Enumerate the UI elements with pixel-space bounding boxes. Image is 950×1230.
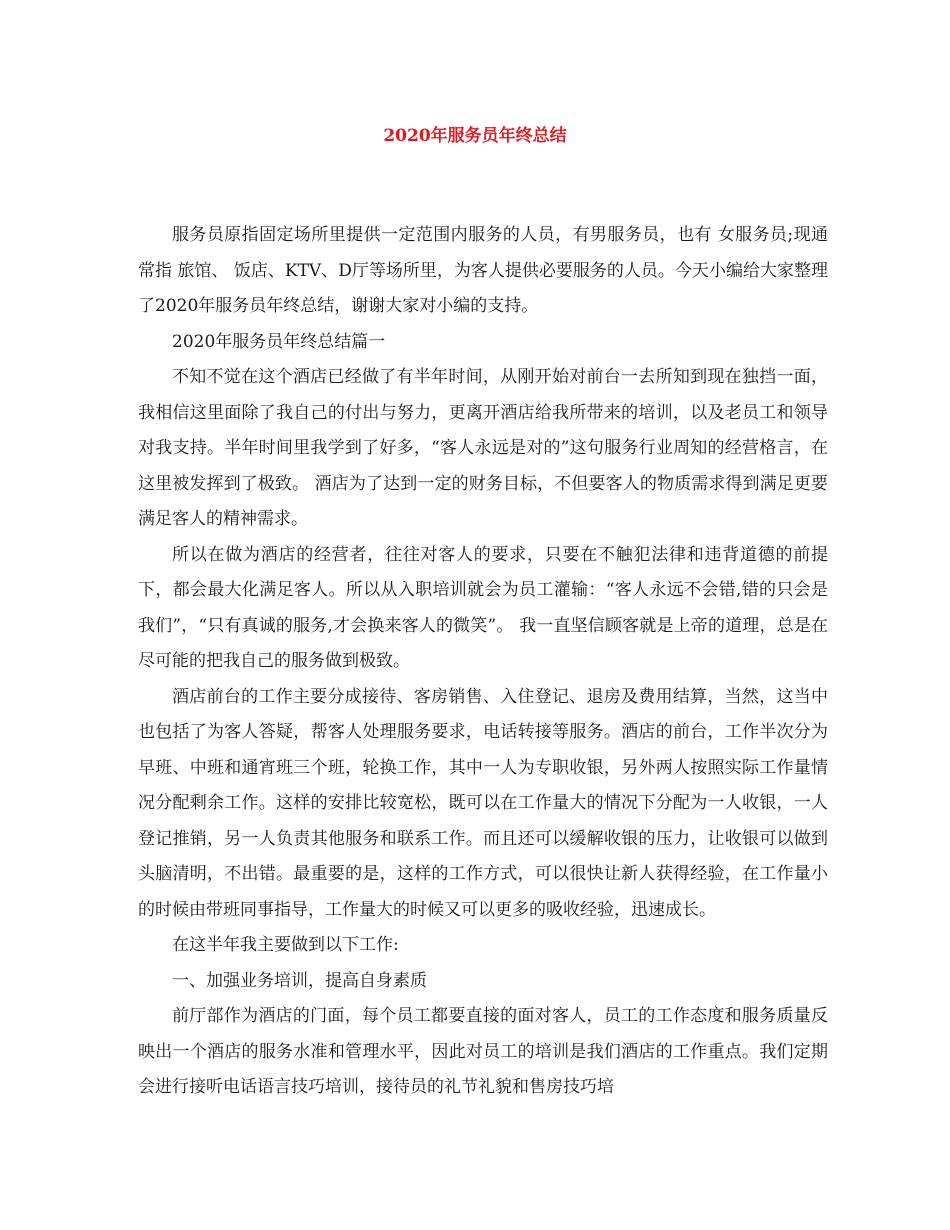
body-paragraph: 所以在做为酒店的经营者，往往对客人的要求，只要在不触犯法律和违背道德的前提下，都会最大化满足客人。所以从入职培训就会为员工灌输：“客人永远不会错,错的只会是我们”，“只有真诚的服务,才会换来客人的微笑”。 我一直坚信顾客就是上帝的道理，总是在尽可能的把我自己的服务做到极致。	[138, 544, 828, 671]
subsection-heading: 一、加强业务培训，提高自身素质	[172, 970, 427, 991]
document-body	[138, 218, 828, 1106]
document-title: 2020年服务员年终总结	[383, 126, 567, 146]
body-paragraph: 前厅部作为酒店的门面，每个员工都要直接的面对客人，员工的工作态度和服务质量反映出一个酒店的服务水准和管理水平，因此对员工的培训是我们酒店的工作重点。我们定期会进行接听电话语言技巧培训，接待员的礼节礼貌和售房技巧培	[138, 1006, 828, 1097]
body-paragraph: 在这半年我主要做到以下工作:	[172, 935, 399, 955]
intro-paragraph: 服务员原指固定场所里提供一定范围内服务的人员，有男服务员，也有 女服务员;现通常指 旅馆、 饭店、KTV、D厅等场所里，为客人提供必要服务的人员。今天小编给大家整理了2020年服务员年终总结，谢谢大家对小编的支持。	[138, 225, 828, 316]
body-paragraph: 不知不觉在这个酒店已经做了有半年时间，从刚开始对前台一去所知到现在独挡一面，我相信这里面除了我自己的付出与努力，更离开酒店给我所带来的培训，以及老员工和领导对我支持。半年时间里我学到了好多，“客人永远是对的”这句服务行业周知的经营格言，在这里被发挥到了极致。 酒店为了达到一定的财务目标，不但要客人的物质需求得到满足更要满足客人的精神需求。	[138, 367, 828, 529]
section-heading: 2020年服务员年终总结篇一	[172, 331, 386, 352]
body-paragraph: 酒店前台的工作主要分成接待、客房销售、入住登记、退房及费用结算，当然，这当中也包括了为客人答疑，帮客人处理服务要求，电话转接等服务。酒店的前台，工作半次分为早班、中班和通宵班三个班，轮换工作，其中一人为专职收银，另外两人按照实际工作量情况分配剩余工作。这样的安排比较宽松，既可以在工作量大的情况下分配为一人收银，一人登记推销，另一人负责其他服务和联系工作。而且还可以缓解收银的压力，让收银可以做到头脑清明，不出错。最重要的是，这样的工作方式，可以很快让新人获得经验，在工作量小的时候由带班同事指导，工作量大的时候又可以更多的吸收经验，迅速成长。	[138, 686, 828, 920]
